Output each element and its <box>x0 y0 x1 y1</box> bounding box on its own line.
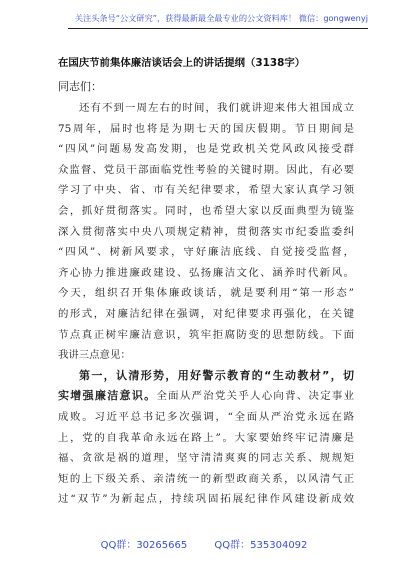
paragraph-line: 的形式，对廉洁纪律在强调，对纪律要求再强化，在关键 <box>58 307 354 320</box>
document-body <box>58 98 354 510</box>
paragraph-line <box>58 386 354 407</box>
paragraph-line: 深入贯彻落实中央八项规定精神，贯彻落实市纪委监委纠 <box>58 225 354 238</box>
paragraph-line: 过“双节”为新起点，持续巩固拓展纪律作风建设新成效 <box>58 493 354 506</box>
paragraph-line: 今天，组织召开集体廉政谈话，就是要利用“第一形态” <box>58 287 354 300</box>
paragraph-line: 上，党的自我革命永远在路上”。大家要始终牢记清廉是 <box>58 431 354 444</box>
footer-qq-group-2: QQ群：535304092 <box>214 540 308 551</box>
document-title: 在国庆节前集体廉洁谈话会上的讲话提纲（3138字） <box>58 57 306 69</box>
paragraph-line: 我讲三点意见： <box>58 349 131 362</box>
section-heading-line <box>58 366 354 387</box>
section-text: 全面从严治党关乎人心向背、决定事业 <box>156 390 354 403</box>
paragraph-line: “四风”问题易发高发期，也是党政机关党风政风接受群 <box>58 143 354 156</box>
paragraph-line: “四风”、树新风要求，守好廉洁底线、自觉接受监督， <box>58 246 354 259</box>
paragraph-line: 齐心协力推进廉政建设、弘扬廉洁文化、涵养时代新风。 <box>58 266 354 279</box>
paragraph-line: 成败。习近平总书记多次强调，“全面从严治党永远在路 <box>58 410 354 423</box>
salutation: 同志们： <box>58 80 102 93</box>
page-footer <box>0 536 408 551</box>
header-divider <box>68 28 368 29</box>
paragraph-line: 学习了中央、省、市有关纪律要求，希望大家认真学习领 <box>58 184 354 197</box>
paragraph-line: 会，抓好贯彻落实。同时，也希望大家以反面典型为镜鉴 <box>58 204 354 217</box>
footer-qq-group-1: QQ群：30265665 <box>100 540 188 551</box>
paragraph-line: 众监督、党员干部面临党性考验的关键时期。因此，有必要 <box>58 163 354 176</box>
page-header <box>68 12 368 30</box>
paragraph-line: 节点真正树牢廉洁意识，筑牢拒腐防变的思想防线。下面 <box>58 328 354 341</box>
paragraph-line: 矩的上下级关系、亲清统一的新型政商关系，以风清气正 <box>58 472 354 485</box>
section-heading-continued: 实增强廉洁意识。 <box>58 389 157 403</box>
paragraph-line: 75周年，届时也将是为期七天的国庆假期。节日期间是 <box>58 122 354 135</box>
section-heading: 第一，认清形势，用好警示教育的“生动教材”，切 <box>79 368 354 382</box>
paragraph-line: 福、贪欲是祸的道理，坚守清清爽爽的同志关系、规规矩 <box>58 452 354 465</box>
header-promo-text: 关注头条号“公文研究”，获得最新最全最专业的公文资料库！ 微信：gongwenyj <box>74 13 368 23</box>
paragraph-line: 还有不到一周左右的时间，我们就讲迎来伟大祖国成立 <box>79 102 354 114</box>
